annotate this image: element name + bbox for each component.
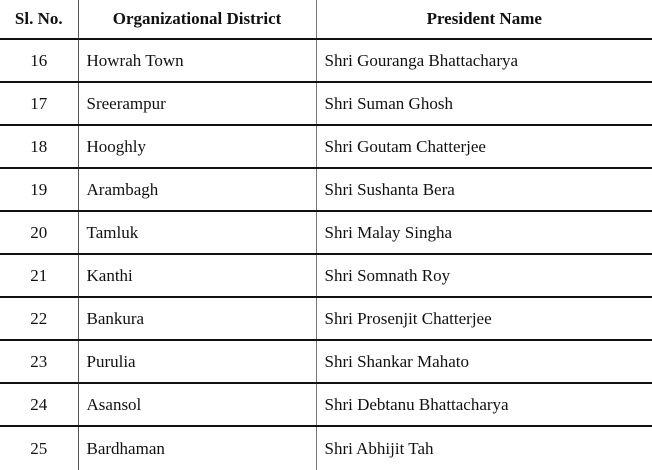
table-row — [0, 297, 652, 340]
cell-district: Arambagh — [78, 168, 316, 211]
cell-president: Shri Suman Ghosh — [316, 82, 652, 125]
cell-president: Shri Sushanta Bera — [316, 168, 652, 211]
table-row — [0, 211, 652, 254]
table-row — [0, 168, 652, 211]
table-row — [0, 426, 652, 470]
cell-district: Bankura — [78, 297, 316, 340]
cell-sl-no: 20 — [0, 211, 78, 254]
cell-president: Shri Shankar Mahato — [316, 340, 652, 383]
cell-sl-no: 19 — [0, 168, 78, 211]
cell-president: Shri Prosenjit Chatterjee — [316, 297, 652, 340]
table-row — [0, 82, 652, 125]
cell-president: Shri Abhijit Tah — [324, 438, 434, 458]
cell-sl-no: 23 — [0, 340, 78, 383]
cell-president: Shri Debtanu Bhattacharya — [316, 383, 652, 426]
cell-sl-no: 25 — [0, 426, 78, 470]
cell-president: Shri Malay Singha — [316, 211, 652, 254]
table-row — [0, 125, 652, 168]
cell-district: Howrah Town — [78, 39, 316, 82]
table-row — [0, 340, 652, 383]
table-body — [0, 39, 652, 470]
cell-district: Hooghly — [78, 125, 316, 168]
cell-president: Shri Somnath Roy — [316, 254, 652, 297]
cell-district: Tamluk — [78, 211, 316, 254]
cell-sl-no: 24 — [0, 383, 78, 426]
cell-president: Shri Goutam Chatterjee — [316, 125, 652, 168]
cell-sl-no: 18 — [0, 125, 78, 168]
cell-president: Shri Gouranga Bhattacharya — [316, 39, 652, 82]
table-row — [0, 383, 652, 426]
cell-district: Bardhaman — [78, 426, 316, 470]
header-president-name: President Name — [316, 0, 652, 39]
cell-district: Sreerampur — [78, 82, 316, 125]
cell-district: Kanthi — [78, 254, 316, 297]
cell-sl-no: 16 — [0, 39, 78, 82]
table-header — [0, 0, 652, 39]
cell-district: Asansol — [78, 383, 316, 426]
header-sl-no: Sl. No. — [0, 0, 78, 39]
cell-sl-no: 22 — [0, 297, 78, 340]
table-row — [0, 39, 652, 82]
cell-district: Purulia — [78, 340, 316, 383]
header-organizational-district: Organizational District — [78, 0, 316, 39]
cell-sl-no: 21 — [0, 254, 78, 297]
cell-sl-no: 17 — [0, 82, 78, 125]
header-row — [0, 0, 652, 39]
table-row — [0, 254, 652, 297]
